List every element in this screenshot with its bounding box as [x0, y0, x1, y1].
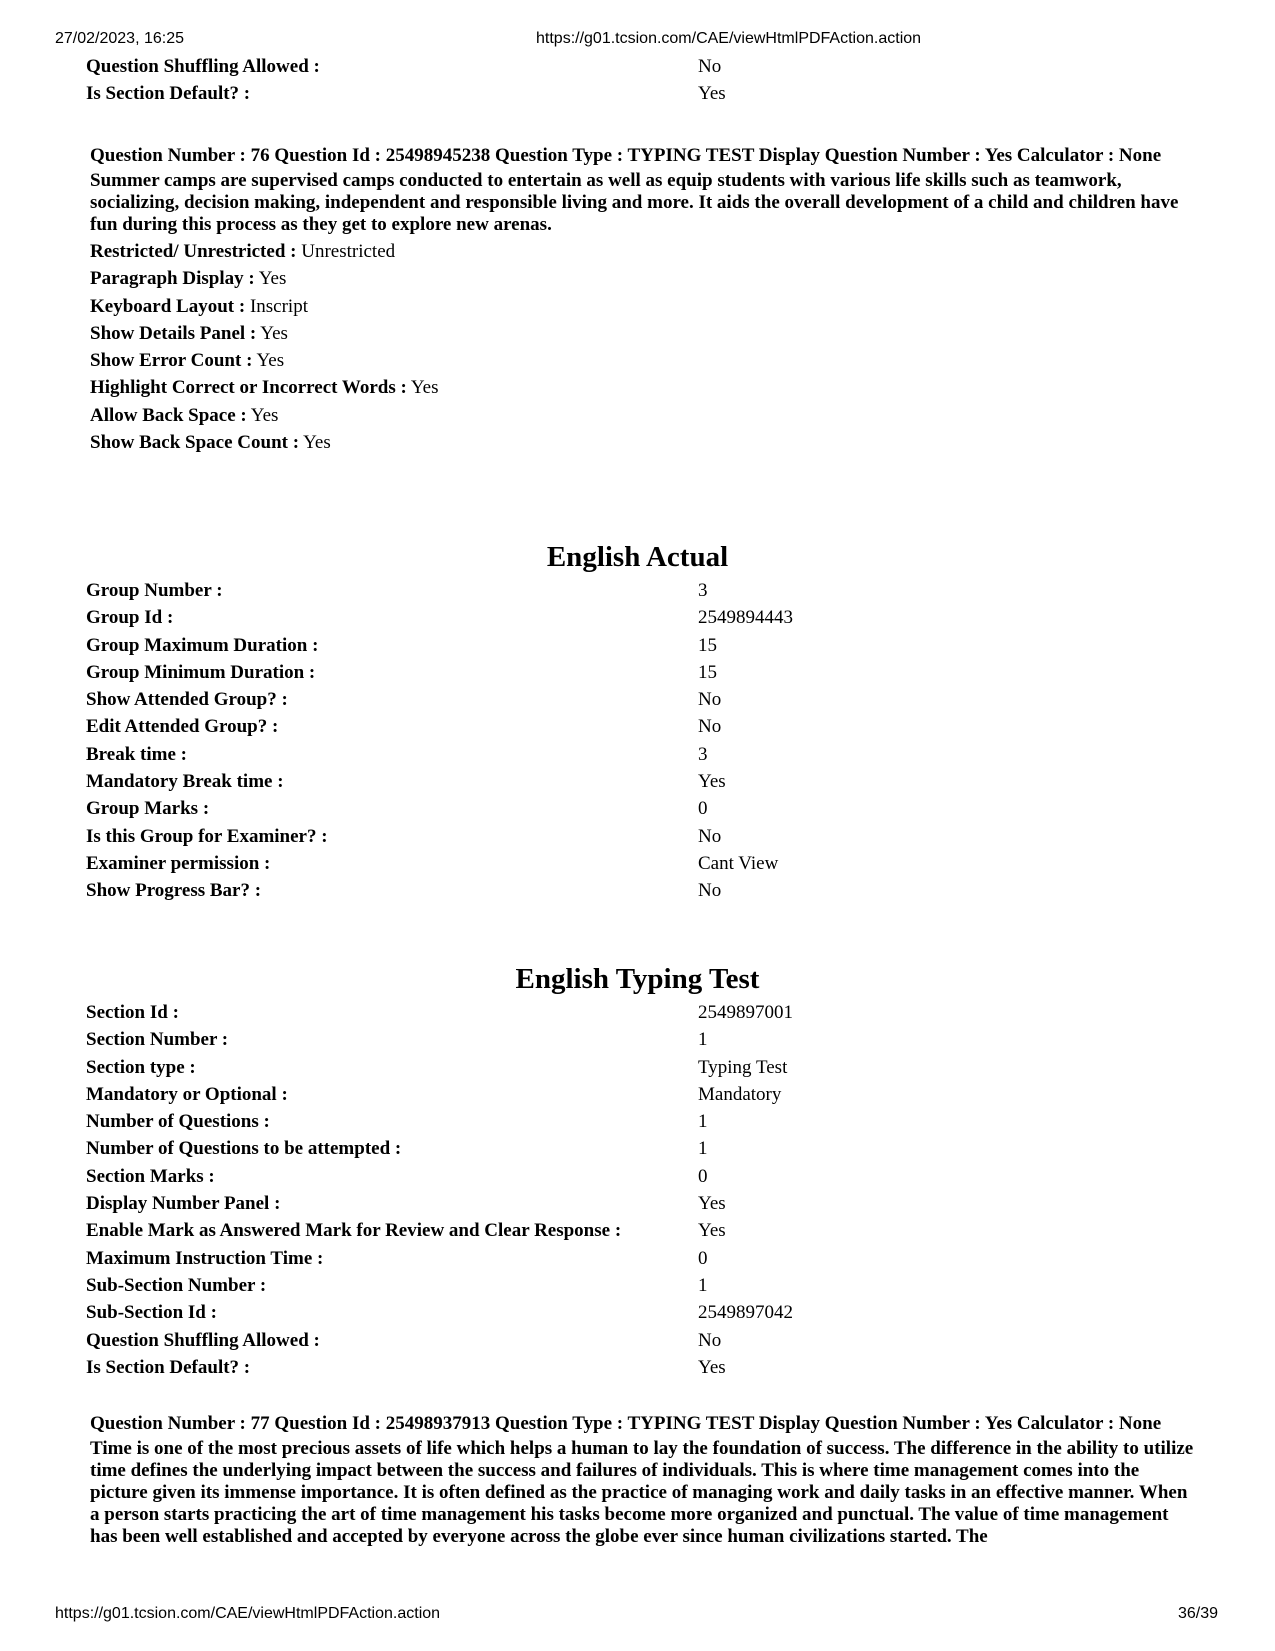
detail-row	[86, 686, 886, 713]
detail-value: Mandatory	[698, 1083, 782, 1105]
detail-row	[86, 1054, 886, 1081]
detail-value: Yes	[698, 1193, 726, 1215]
detail-value: 15	[698, 634, 717, 656]
detail-row	[86, 850, 886, 877]
detail-label: Number of Questions :	[86, 1111, 270, 1133]
question-property	[90, 429, 1200, 456]
property-value: Inscript	[249, 295, 308, 317]
detail-value: Yes	[698, 83, 726, 105]
question-text: Time is one of the most precious assets of life which helps a human to lay the foundation of success. The difference in the ability to utilize time defines the underlying impact between the success and failures of individuals. This is where time management comes into the picture given its immense importance. It is often defined as the practice of managing work and daily tasks in an effective manner. When a person starts practicing the art of time management his tasks become more organized and punctual. The value of time management has been well established and accepted by everyone across the globe ever since human civilizations started. The	[90, 1438, 1194, 1547]
detail-row	[86, 604, 886, 631]
detail-value: No	[698, 825, 722, 847]
section-title: English Typing Test	[515, 963, 760, 995]
detail-value: 1	[698, 1029, 708, 1051]
detail-value: Yes	[698, 771, 726, 793]
detail-value: No	[698, 880, 722, 902]
detail-label: Section type :	[86, 1056, 196, 1078]
detail-row	[86, 1190, 886, 1217]
detail-label: Sub-Section Number :	[86, 1274, 267, 1296]
detail-label: Enable Mark as Answered Mark for Review and Clear Response :	[86, 1220, 622, 1242]
property-label: Allow Back Space :	[90, 404, 247, 426]
detail-label: Mandatory Break time :	[86, 771, 284, 793]
question-property	[90, 293, 1200, 320]
section-details	[86, 999, 886, 1381]
detail-value: 0	[698, 1165, 708, 1187]
detail-label: Display Number Panel :	[86, 1193, 281, 1215]
detail-label: Number of Questions to be attempted :	[86, 1138, 402, 1160]
detail-row	[86, 659, 886, 686]
detail-row	[86, 1354, 886, 1381]
detail-row	[86, 577, 886, 604]
property-value: Yes	[303, 432, 331, 454]
detail-row	[86, 1327, 886, 1354]
detail-value: Typing Test	[698, 1056, 788, 1078]
detail-row	[86, 741, 886, 768]
print-header	[0, 29, 1275, 49]
detail-row	[86, 1299, 886, 1326]
detail-label: Group Id :	[86, 607, 174, 629]
detail-label: Group Minimum Duration :	[86, 661, 316, 683]
detail-label: Group Number :	[86, 580, 223, 601]
detail-label: Examiner permission :	[86, 852, 271, 874]
property-value: Yes	[260, 322, 288, 344]
detail-label: Group Marks :	[86, 798, 210, 820]
detail-value: 1	[698, 1138, 708, 1160]
print-header-url: https://g01.tcsion.com/CAE/viewHtmlPDFAction.action	[536, 30, 922, 47]
detail-row	[86, 1163, 886, 1190]
detail-value: 0	[698, 798, 708, 820]
question-76	[90, 145, 1200, 456]
property-label: Show Error Count :	[90, 350, 253, 372]
detail-label: Question Shuffling Allowed :	[86, 1329, 320, 1351]
detail-label: Section Marks :	[86, 1165, 215, 1187]
property-label: Show Details Panel :	[90, 322, 257, 344]
detail-row	[86, 1081, 886, 1108]
detail-label: Section Number :	[86, 1029, 229, 1051]
question-property	[90, 320, 1200, 347]
detail-label: Group Maximum Duration :	[86, 634, 319, 656]
question-header: Question Number : 77 Question Id : 25498937913 Question Type : TYPING TEST Display Question Number : Yes Calculator : None	[90, 1413, 1162, 1434]
detail-label: Break time :	[86, 743, 187, 765]
detail-row	[86, 999, 886, 1026]
detail-row	[86, 1026, 886, 1053]
question-property	[90, 347, 1200, 374]
detail-label: Is Section Default? :	[86, 83, 251, 105]
question-header: Question Number : 76 Question Id : 25498945238 Question Type : TYPING TEST Display Question Number : Yes Calculator : None	[90, 145, 1162, 166]
detail-value: No	[698, 1329, 722, 1351]
detail-label: Sub-Section Id :	[86, 1302, 217, 1324]
detail-label: Edit Attended Group? :	[86, 716, 279, 738]
property-value: Yes	[256, 350, 285, 372]
detail-value: 1	[698, 1274, 708, 1296]
detail-row	[86, 80, 886, 107]
property-value: Unrestricted	[301, 241, 396, 262]
property-label: Paragraph Display :	[90, 268, 255, 290]
detail-value: 2549894443	[698, 607, 793, 629]
question-property	[90, 402, 1200, 429]
detail-value: No	[698, 56, 722, 77]
detail-row	[86, 1272, 886, 1299]
detail-value: 15	[698, 661, 717, 683]
detail-value: Cant View	[698, 852, 779, 874]
question-property	[90, 265, 1200, 292]
detail-row	[86, 713, 886, 740]
detail-row	[86, 1245, 886, 1272]
detail-label: Show Progress Bar? :	[86, 880, 262, 902]
property-value: Yes	[250, 404, 279, 426]
detail-value: No	[698, 716, 722, 738]
question-text: Summer camps are supervised camps conducted to entertain as well as equip students with various life skills such as teamwork, socializing, decision making, independent and responsible living and more. It aids the overall development of a child and children have fun during this process as they get to explore new arenas.	[90, 170, 1179, 235]
detail-label: Section Id :	[86, 1002, 179, 1023]
detail-row	[86, 795, 886, 822]
question-property	[90, 374, 1200, 401]
detail-value: 1	[698, 1111, 708, 1133]
detail-row	[86, 53, 886, 80]
detail-value: No	[698, 689, 722, 711]
detail-row	[86, 823, 886, 850]
detail-value: 2549897001	[698, 1002, 793, 1023]
detail-value: 2549897042	[698, 1302, 793, 1324]
detail-value: 3	[698, 580, 708, 601]
property-value: Yes	[410, 377, 439, 399]
print-footer-url: https://g01.tcsion.com/CAE/viewHtmlPDFAction.action	[55, 1605, 441, 1622]
property-label: Highlight Correct or Incorrect Words :	[90, 377, 407, 399]
detail-row	[86, 1217, 886, 1244]
question-property	[90, 238, 1200, 265]
property-label: Keyboard Layout :	[90, 295, 246, 317]
property-label: Show Back Space Count :	[90, 432, 300, 454]
print-datetime: 27/02/2023, 16:25	[55, 30, 185, 47]
group-details	[86, 577, 886, 905]
detail-label: Show Attended Group? :	[86, 689, 288, 711]
question-77	[90, 1413, 1200, 1548]
detail-label: Question Shuffling Allowed :	[86, 56, 320, 77]
detail-row	[86, 1135, 886, 1162]
property-label: Restricted/ Unrestricted :	[90, 241, 297, 262]
detail-value: Yes	[698, 1356, 726, 1378]
detail-row	[86, 768, 886, 795]
detail-row	[86, 877, 886, 904]
subsection-details-top	[86, 53, 886, 108]
detail-label: Is Section Default? :	[86, 1356, 251, 1378]
detail-value: Yes	[698, 1220, 726, 1242]
detail-label: Maximum Instruction Time :	[86, 1247, 324, 1269]
detail-value: 3	[698, 743, 708, 765]
group-title: English Actual	[546, 541, 729, 573]
print-footer	[0, 1604, 1275, 1624]
page-number: 36/39	[1177, 1605, 1218, 1622]
detail-row	[86, 632, 886, 659]
detail-label: Mandatory or Optional :	[86, 1083, 288, 1105]
detail-label: Is this Group for Examiner? :	[86, 825, 328, 847]
question-properties	[90, 238, 1200, 456]
detail-value: 0	[698, 1247, 708, 1269]
property-value: Yes	[258, 268, 287, 290]
detail-row	[86, 1108, 886, 1135]
